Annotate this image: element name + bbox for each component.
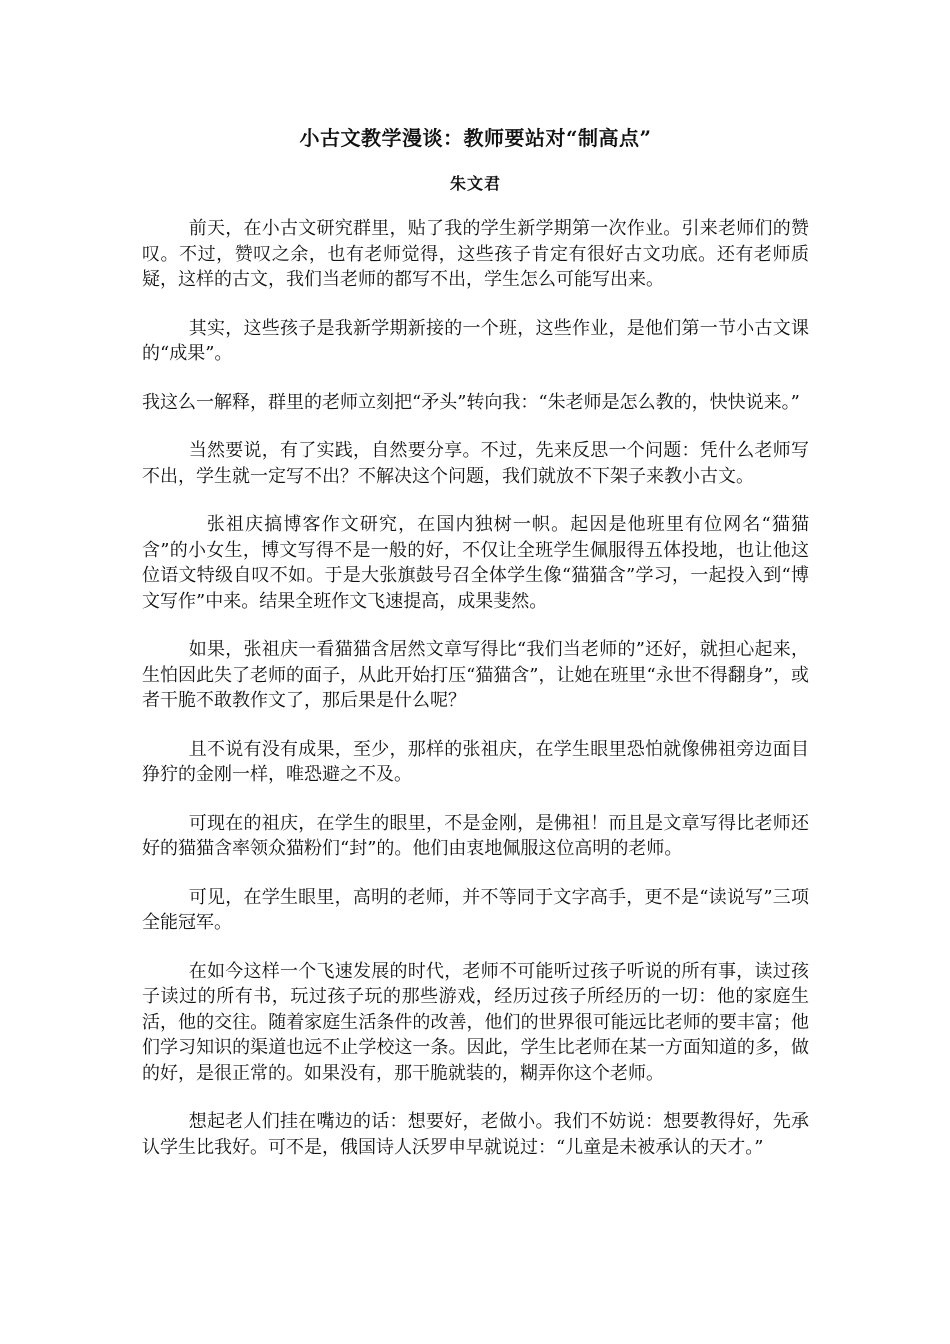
paragraph: 如果，张祖庆一看猫猫含居然文章写得比“我们当老师的”还好，就担心起来，生怕因此失了老师的面子，从此开始打压“猫猫含”，让她在班里“永世不得翻身”，或者干脆不敢教作文了，那后果是什么呢？ <box>142 639 809 712</box>
paragraph: 想起老人们挂在嘴边的话：想要好，老做小。我们不妨说：想要教得好，先承认学生比我好。可不是，俄国诗人沃罗申早就说过：“儿童是未被承认的天才。” <box>142 1111 809 1158</box>
paragraph: 我这么一解释，群里的老师立刻把“矛头”转向我：“朱老师是怎么教的，快快说来。” <box>142 391 800 413</box>
paragraph: 当然要说，有了实践，自然要分享。不过，先来反思一个问题：凭什么老师写不出，学生就一定写不出？不解决这个问题，我们就放不下架子来教小古文。 <box>142 439 809 487</box>
article-author: 朱文君 <box>449 174 501 193</box>
article-body <box>142 216 809 1161</box>
paragraph: 其实，这些孩子是我新学期新接的一个班，这些作业，是他们第一节小古文课的“成果”。 <box>142 317 809 365</box>
paragraph: 且不说有没有成果，至少，那样的张祖庆，在学生眼里恐怕就像佛祖旁边面目狰狞的金刚一样，唯恐避之不及。 <box>142 738 809 786</box>
paragraph: 可见，在学生眼里，高明的老师，并不等同于文字高手，更不是“读说写”三项全能冠军。 <box>142 886 809 934</box>
paragraph: 前天，在小古文研究群里，贴了我的学生新学期第一次作业。引来老师们的赞叹。不过，赞叹之余，也有老师觉得，这些孩子肯定有很好古文功底。还有老师质疑，这样的古文，我们当老师的都写不出，学生怎么可能写出来。 <box>142 218 809 291</box>
paragraph: 在如今这样一个飞速发展的时代，老师不可能听过孩子听说的所有事，读过孩子读过的所有书，玩过孩子玩的那些游戏，经历过孩子所经历的一切：他的家庭生活，他的交往。随着家庭生活条件的改善，他们的世界很可能远比老师的要丰富；他们学习知识的渠道也远不止学校这一条。因此，学生比老师在某一方面知道的多，做的好，是很正常的。如果没有，那干脆就装的，糊弄你这个老师。 <box>142 960 809 1085</box>
paragraph: 可现在的祖庆，在学生的眼里，不是金刚，是佛祖！而且是文章写得比老师还好的猫猫含率领众猫粉们“封”的。他们由衷地佩服这位高明的老师。 <box>142 812 809 860</box>
paragraph: 张祖庆搞博客作文研究，在国内独树一帜。起因是他班里有位网名“猫猫含”的小女生，博文写得不是一般的好，不仅让全班学生佩服得五体投地，也让他这位语文特级自叹不如。于是大张旗鼓号召全体学生像“猫猫含”学习，一起投入到“博文写作”中来。结果全班作文飞速提高，成果斐然。 <box>142 513 809 612</box>
article-title: 小古文教学漫谈：教师要站对“制高点” <box>299 126 652 150</box>
article <box>142 124 809 1183</box>
